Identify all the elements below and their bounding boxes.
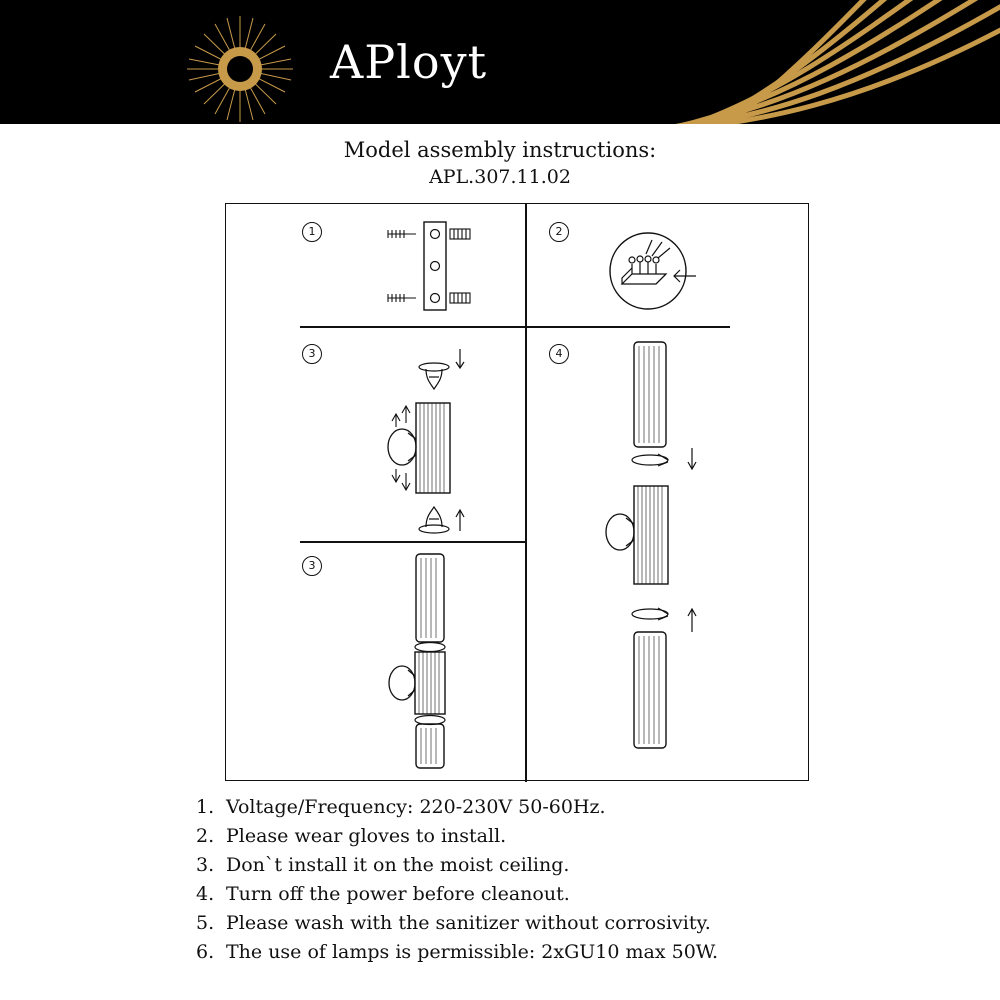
figure-assembled-lamp — [366, 544, 496, 774]
figure-terminal-block-wiring — [596, 226, 706, 316]
step-number-2: 2 — [549, 222, 569, 242]
note-text: Turn off the power before cleanout. — [226, 883, 570, 905]
figure-insert-bulbs — [356, 339, 516, 534]
note-text: The use of lamps is permissible: 2xGU10 max 50W. — [226, 941, 719, 963]
panel-horizontal-divider-2 — [300, 541, 525, 543]
step-number-3: 3 — [302, 344, 322, 364]
note-text: Please wash with the sanitizer without corrosivity. — [226, 912, 711, 934]
list-item — [196, 793, 896, 822]
note-index: 3. — [196, 854, 215, 876]
brand-banner — [0, 0, 1000, 124]
note-text: Please wear gloves to install. — [226, 825, 507, 847]
model-code: APL.307.11.02 — [429, 166, 571, 188]
list-item — [196, 880, 896, 909]
list-item — [196, 909, 896, 938]
list-item — [196, 938, 896, 967]
fan-rays-icon — [620, 0, 1000, 124]
page-title — [0, 136, 1000, 190]
note-index: 2. — [196, 825, 215, 847]
list-item — [196, 822, 896, 851]
note-index: 5. — [196, 912, 215, 934]
step-number-1: 1 — [302, 222, 322, 242]
instructions-title: Model assembly instructions: — [343, 138, 657, 162]
safety-notes-list — [196, 793, 896, 967]
list-item — [196, 851, 896, 880]
note-index: 1. — [196, 796, 215, 818]
step-number-4: 4 — [549, 344, 569, 364]
assembly-diagram-panel — [225, 203, 809, 781]
note-text: Don`t install it on the moist ceiling. — [226, 854, 570, 876]
note-index: 4. — [196, 883, 215, 905]
note-index: 6. — [196, 941, 215, 963]
note-text: Voltage/Frequency: 220-230V 50-60Hz. — [226, 796, 606, 818]
figure-attach-diffusers — [596, 336, 736, 756]
panel-vertical-divider — [525, 204, 527, 782]
panel-horizontal-divider-1 — [300, 326, 730, 328]
step-number-5: 3 — [302, 556, 322, 576]
sunburst-icon — [185, 14, 295, 124]
figure-wall-bracket-with-screws — [376, 214, 496, 319]
brand-logo-text: APloyt — [330, 35, 488, 89]
